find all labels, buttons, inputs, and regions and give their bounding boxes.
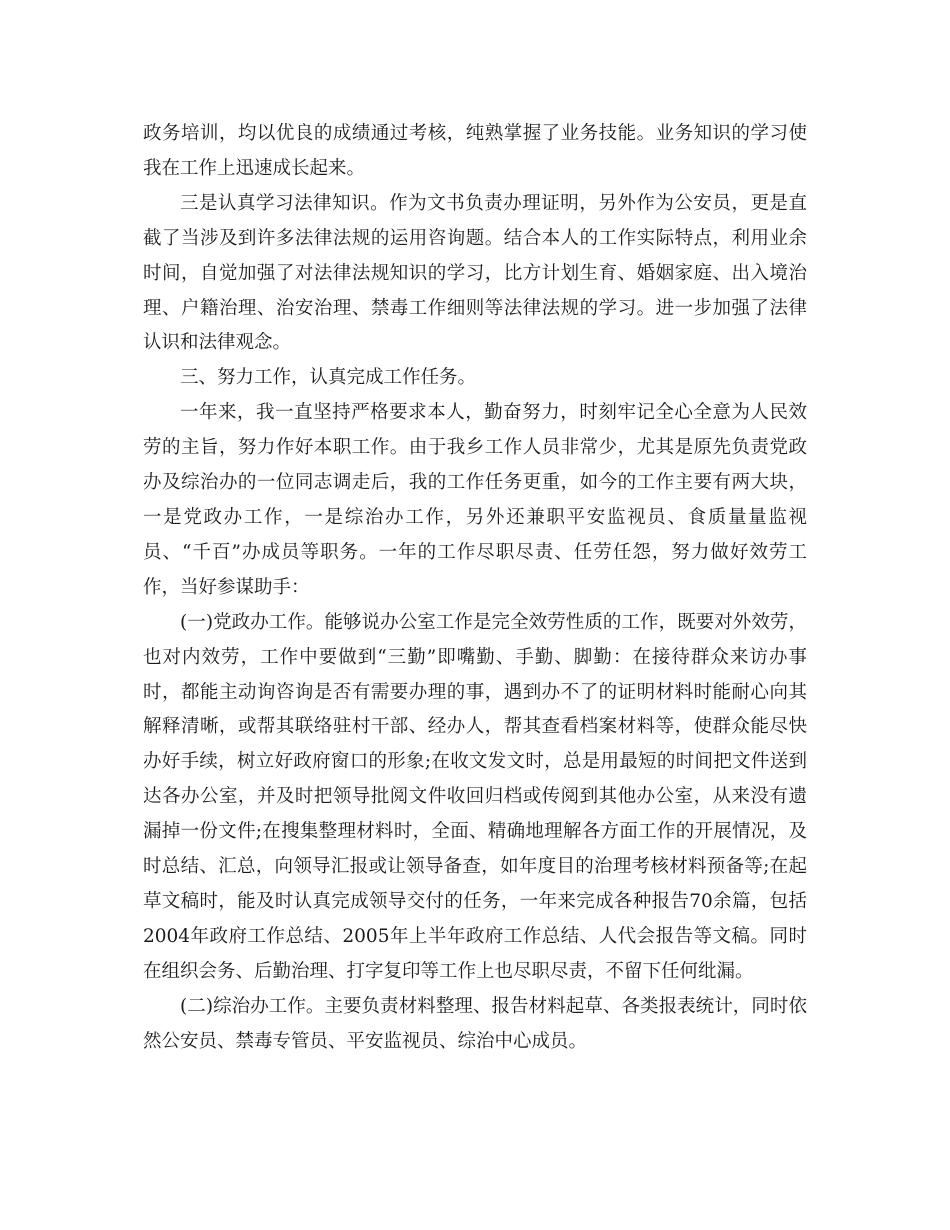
paragraph-5: (一)党政办工作。能够说办公室工作是完全效劳性质的工作，既要对外效劳，也对内效劳，工作中要做到“三勤”即嘴勤、手勤、脚勤：在接待群众来访办事时，都能主动询咨询是否有需要办理的事，遇到办不了的证明材料时能耐心向其解释清晰，或帮其联络驻村干部、经办人，帮其查看档案材料等，使群众能尽快办好手续，树立好政府窗口的形象;在收文发文时，总是用最短的时间把文件送到达各办公室，并及时把领导批阅文件收回归档或传阅到其他办公室，从来没有遗漏掉一份文件;在搜集整理材料时，全面、精确地理解各方面工作的开展情况，及时总结、汇总，向领导汇报或让领导备查，如年度目的治理考核材料预备等;在起草文稿时，能及时认真完成领导交付的任务，一年来完成各种报告70余篇，包括2004年政府工作总结、2005年上半年政府工作总结、人代会报告等文稿。同时在组织会务、后勤治理、打字复印等工作上也尽职尽责，不留下任何纰漏。 xyxy=(143,611,807,982)
paragraph-2: 三是认真学习法律知识。作为文书负责办理证明，另外作为公安员，更是直截了当涉及到许多法律法规的运用咨询题。结合本人的工作实际特点，利用业余时间，自觉加强了对法律法规知识的学习，比方计划生育、婚姻家庭、出入境治理、户籍治理、治安治理、禁毒工作细则等法律法规的学习。进一步加强了法律认识和法律观念。 xyxy=(143,192,807,354)
paragraph-3-heading: 三、努力工作，认真完成工作任务。 xyxy=(180,367,477,389)
paragraph-6: (二)综治办工作。主要负责材料整理、报告材料起草、各类报表统计，同时依然公安员、禁毒专管员、平安监视员、综治中心成员。 xyxy=(143,995,807,1052)
document-body xyxy=(143,117,807,1059)
paragraph-1: 政务培训，均以优良的成绩通过考核，纯熟掌握了业务技能。业务知识的学习使我在工作上迅速成长起来。 xyxy=(143,123,807,179)
paragraph-4: 一年来，我一直坚持严格要求本人，勤奋努力，时刻牢记全心全意为人民效劳的主旨，努力作好本职工作。由于我乡工作人员非常少，尤其是原先负责党政办及综治办的一位同志调走后，我的工作任务更重，如今的工作主要有两大块，一是党政办工作，一是综治办工作，另外还兼职平安监视员、食质量量监视员、“千百”办成员等职务。一年的工作尽职尽责、任劳任怨，努力做好效劳工作，当好参谋助手： xyxy=(143,402,807,598)
